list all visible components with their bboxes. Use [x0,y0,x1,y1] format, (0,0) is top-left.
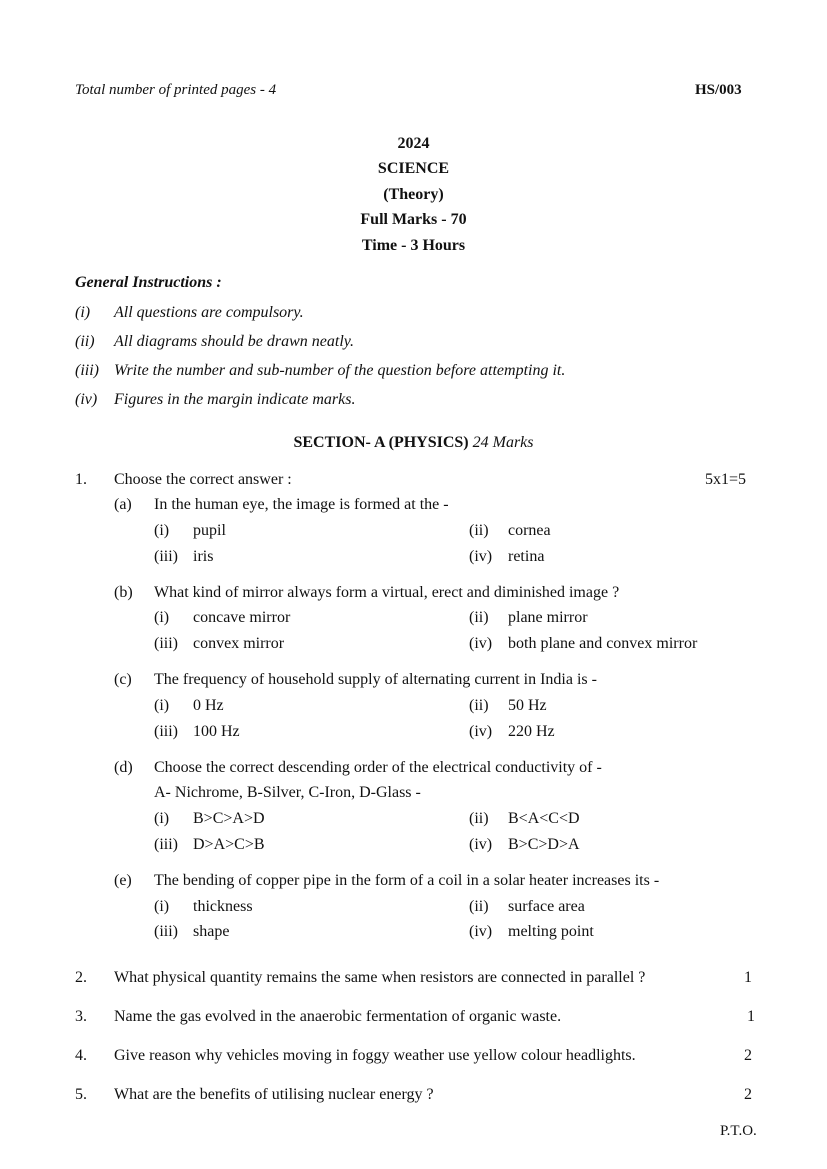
subject-title: SCIENCE [377,160,450,177]
part-text: What kind of mirror always form a virtual, erect and diminished image ? [154,584,620,601]
question-number: 2. [75,969,87,986]
question-number: 3. [75,1008,87,1025]
option-num: (i) [154,522,170,539]
option-text: 50 Hz [508,697,547,714]
question-text: Choose the correct answer : [114,471,292,488]
option-text: 100 Hz [193,723,240,740]
question-marks: 5x1=5 [705,471,747,488]
option-text: B<A<C<D [508,810,580,827]
option-num: (iv) [469,836,493,853]
part-text: The frequency of household supply of alternating current in India is - [154,671,597,688]
option-num: (ii) [469,522,489,539]
option-text: 0 Hz [193,697,224,714]
paper-type: (Theory) [383,186,444,203]
part-label: (c) [114,671,132,688]
option-num: (i) [154,898,170,915]
option-num: (iv) [469,923,493,940]
part-text-line2: A- Nichrome, B-Silver, C-Iron, D-Glass - [154,784,421,801]
option-num: (ii) [469,609,489,626]
section-marks: 24 Marks [472,434,534,451]
part-text: In the human eye, the image is formed at the - [154,496,449,513]
instruction-num: (iv) [75,391,98,408]
full-marks: Full Marks - 70 [360,211,467,228]
question-marks: 1 [747,1008,755,1025]
option-text: B>C>D>A [508,836,580,853]
option-text: shape [193,923,230,940]
instruction-text: All questions are compulsory. [114,304,304,321]
time-allowed: Time - 3 Hours [361,237,466,254]
option-num: (iii) [154,548,178,565]
option-text: plane mirror [508,609,588,626]
option-text: D>A>C>B [193,836,265,853]
instructions-heading: General Instructions : [75,274,222,291]
option-num: (iii) [154,923,178,940]
option-num: (ii) [469,810,489,827]
printed-pages-note: Total number of printed pages - 4 [75,82,277,98]
question-number: 1. [75,471,87,488]
option-text: iris [193,548,214,565]
option-num: (iii) [154,836,178,853]
part-label: (e) [114,872,132,889]
option-text: retina [508,548,545,565]
part-text: Choose the correct descending order of the electrical conductivity of - [154,759,602,776]
option-num: (i) [154,697,170,714]
option-text: convex mirror [193,635,285,652]
question-text: Name the gas evolved in the anaerobic fermentation of organic waste. [114,1008,562,1025]
option-num: (ii) [469,697,489,714]
option-num: (iv) [469,635,493,652]
question-number: 4. [75,1047,87,1064]
option-text: pupil [193,522,226,539]
part-label: (b) [114,584,133,601]
question-text: What are the benefits of utilising nuclear energy ? [114,1086,434,1103]
option-num: (iii) [154,635,178,652]
exam-year: 2024 [397,135,430,152]
option-text: thickness [193,898,253,915]
option-num: (i) [154,810,170,827]
paper-code: HS/003 [695,82,742,98]
option-text: B>C>A>D [193,810,265,827]
option-text: both plane and convex mirror [508,635,698,652]
option-num: (iv) [469,723,493,740]
instruction-text: All diagrams should be drawn neatly. [114,333,354,350]
question-text: Give reason why vehicles moving in foggy weather use yellow colour headlights. [114,1047,636,1064]
instruction-num: (iii) [75,362,99,379]
part-label: (a) [114,496,132,513]
instruction-text: Write the number and sub-number of the question before attempting it. [114,362,566,379]
option-num: (ii) [469,898,489,915]
option-text: cornea [508,522,551,539]
question-marks: 2 [744,1086,752,1103]
option-text: surface area [508,898,585,915]
part-text: The bending of copper pipe in the form of a coil in a solar heater increases its - [154,872,660,889]
part-label: (d) [114,759,133,776]
pto-note: P.T.O. [720,1123,757,1139]
question-marks: 1 [744,969,752,986]
question-marks: 2 [744,1047,752,1064]
instruction-num: (ii) [75,333,95,350]
instruction-num: (i) [75,304,91,321]
instruction-text: Figures in the margin indicate marks. [114,391,356,408]
option-text: concave mirror [193,609,291,626]
option-text: melting point [508,923,594,940]
option-num: (iv) [469,548,493,565]
question-number: 5. [75,1086,87,1103]
option-num: (i) [154,609,170,626]
section-heading [0,434,827,452]
option-num: (iii) [154,723,178,740]
section-title: SECTION- A (PHYSICS) [293,434,469,451]
option-text: 220 Hz [508,723,555,740]
question-text: What physical quantity remains the same when resistors are connected in parallel ? [114,969,646,986]
